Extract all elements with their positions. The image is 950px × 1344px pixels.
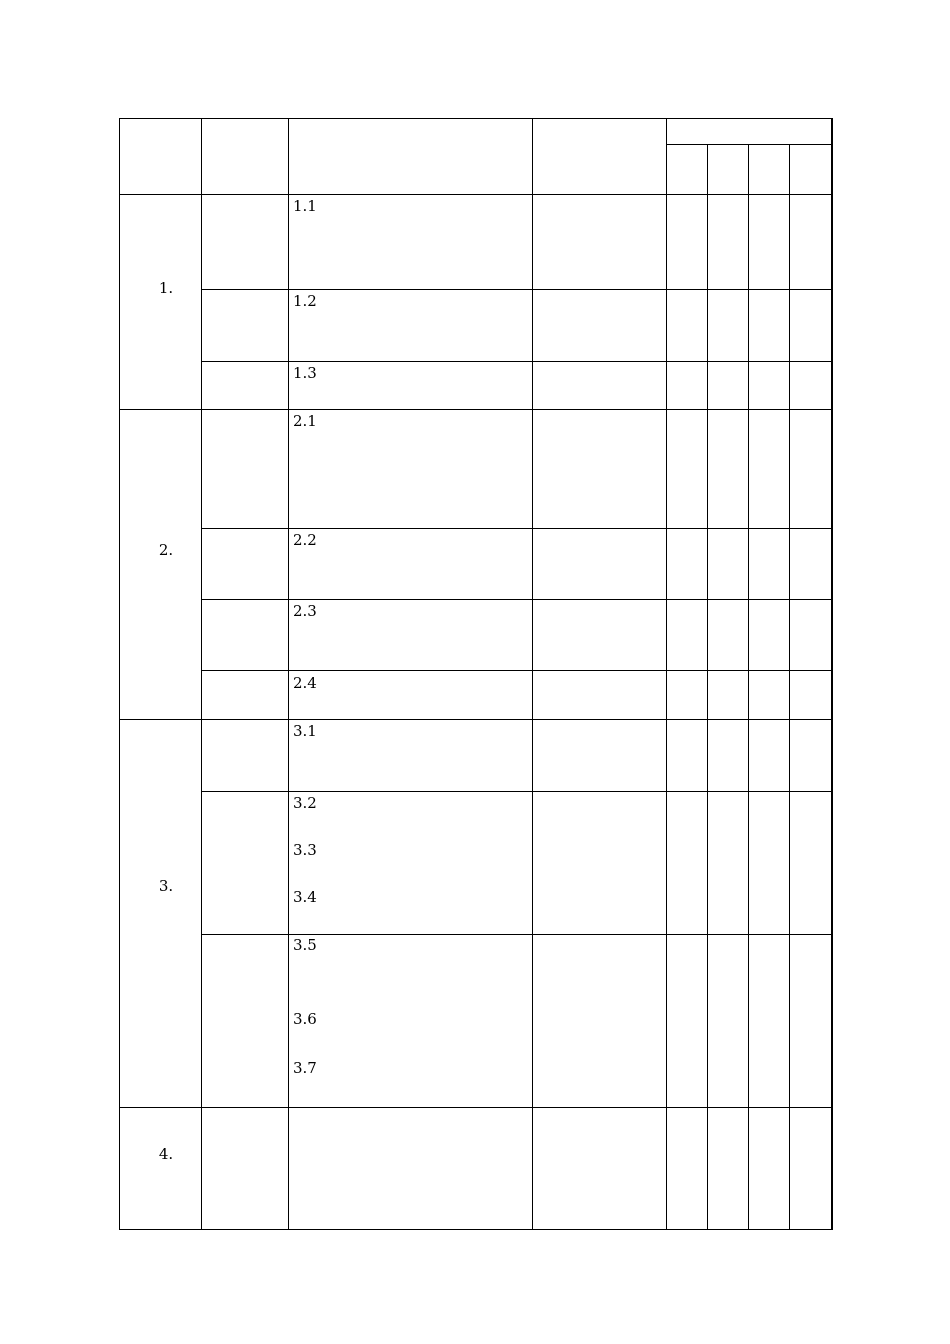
row-divider (201, 289, 832, 290)
row-divider (201, 528, 832, 529)
row-divider (201, 599, 832, 600)
section-divider (119, 409, 832, 410)
item-number: 3.5 (293, 936, 317, 954)
column-divider (288, 118, 289, 1230)
item-number: 3.2 (293, 794, 317, 812)
item-number: 3.3 (293, 841, 317, 859)
section-label-1: 1. (158, 279, 174, 297)
column-divider (201, 118, 202, 1230)
table-border-right (832, 118, 833, 1230)
table-border-top (119, 118, 832, 119)
section-label-3: 3. (158, 877, 174, 895)
column-divider (666, 118, 667, 1230)
item-number: 3.4 (293, 888, 317, 906)
section-label-4: 4. (158, 1145, 174, 1163)
row-divider (201, 934, 832, 935)
section-divider (119, 1107, 832, 1108)
rating-column-divider (707, 144, 708, 1230)
item-number: 2.4 (293, 674, 317, 692)
header-subdivider (666, 144, 832, 145)
row-divider (201, 791, 832, 792)
item-number: 3.6 (293, 1010, 317, 1028)
rating-column-divider (789, 144, 790, 1230)
column-divider (532, 118, 533, 1230)
table-border-bottom (119, 1229, 832, 1230)
row-divider (201, 361, 832, 362)
item-number: 3.1 (293, 722, 317, 740)
section-divider (119, 194, 832, 195)
section-label-2: 2. (158, 541, 174, 559)
table-border-left (119, 118, 120, 1230)
item-number: 2.2 (293, 531, 317, 549)
item-number: 3.7 (293, 1059, 317, 1077)
section-divider (119, 719, 832, 720)
item-number: 1.2 (293, 292, 317, 310)
item-number: 2.3 (293, 602, 317, 620)
item-number: 2.1 (293, 412, 317, 430)
rating-column-divider (748, 144, 749, 1230)
item-number: 1.3 (293, 364, 317, 382)
item-number: 1.1 (293, 197, 317, 215)
row-divider (201, 670, 832, 671)
